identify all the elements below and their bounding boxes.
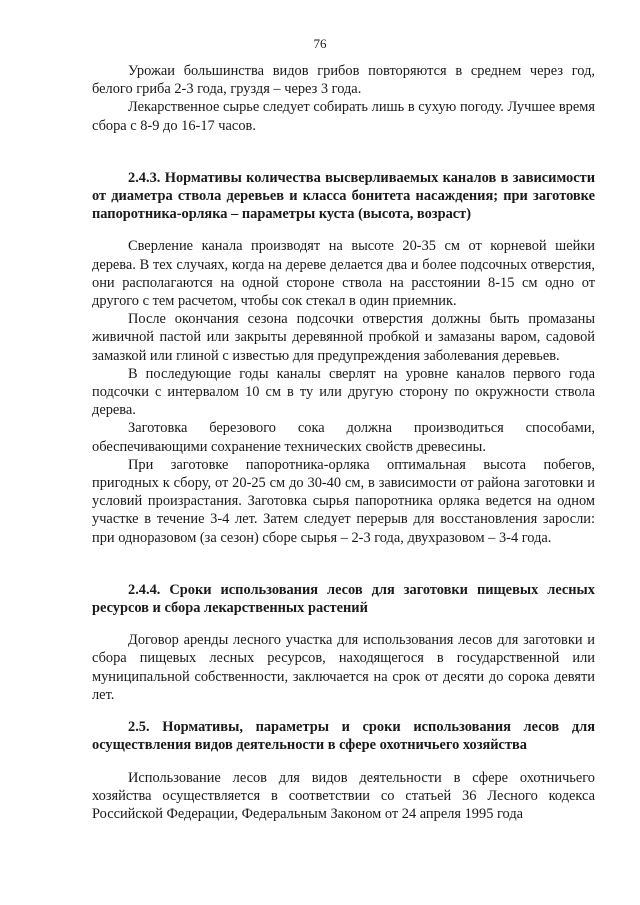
paragraph-medicinal-collection: Лекарственное сырье следует собирать лишь в сухую погоду. Лучшее время сбора с 8-9 до 16-17 часов.	[92, 99, 595, 134]
section-spacer	[92, 704, 595, 718]
section-spacer	[92, 617, 595, 631]
page-content	[92, 62, 595, 823]
section-spacer	[92, 755, 595, 769]
paragraph-mushroom-yields: Урожаи большинства видов грибов повторяются в среднем через год, белого гриба 2-3 года, груздя – через 3 года.	[92, 63, 595, 98]
paragraph-bracken-fern: При заготовке папоротника-орляка оптимальная высота побегов, пригодных к сбору, от 20-25 см до 30-40 см, в зависимости от района заготовки и условий произрастания. Заготовка сырья папоротника орляка ведется на одном участке в течение 3-4 лет. Затем следует перерыв для восстановления заросли: при одноразовом (за сезон) сборе сырья – 2-3 года, двухразовом – 3-4 года.	[92, 456, 595, 546]
paragraph-sealing-holes: После окончания сезона подсочки отверстия должны быть промазаны живичной пастой или закрыты деревянной пробкой и замазаны варом, садовой замазкой или глиной с известью для предупреждения заболевания деревьев.	[92, 311, 595, 364]
paragraph-drilling-channels: Сверление канала производят на высоте 20-35 см от корневой шейки дерева. В тех случаях, когда на дереве делается два и более подсочных отверстия, они располагаются на одной стороне ствола на расстоянии 8-15 см одно от другого с тем расчетом, чтобы сок стекал в один приемник.	[92, 238, 595, 310]
heading-section-2-4-3: 2.4.3. Нормативы количества высверливаемых каналов в зависимости от диаметра ствола деревьев и класса бонитета насаждения; при заготовке папоротника-орляка – параметры куста (высота, возраст)	[92, 169, 595, 223]
heading-section-2-5: 2.5. Нормативы, параметры и сроки использования лесов для осуществления видов деятельности в сфере охотничьего хозяйства	[92, 719, 595, 754]
paragraph-birch-sap: Заготовка березового сока должна производиться способами, обеспечивающими сохранение технических свойств древесины.	[92, 420, 595, 455]
page-number: 76	[313, 36, 327, 51]
section-spacer	[92, 223, 595, 237]
paragraph-following-years: В последующие годы каналы сверлят на уровне каналов первого года подсочки с интервалом 10 см в ту или другую сторону по окружности ствола дерева.	[92, 365, 595, 419]
section-spacer	[92, 135, 595, 169]
heading-section-2-4-4: 2.4.4. Сроки использования лесов для заготовки пищевых лесных ресурсов и сбора лекарственных растений	[92, 581, 595, 617]
section-spacer	[92, 547, 595, 581]
paragraph-hunting-use: Использование лесов для видов деятельности в сфере охотничьего хозяйства осуществляется в соответствии со статьей 36 Лесного кодекса Российской Федерации, Федеральным Законом от 24 апреля 1995 года	[92, 769, 595, 822]
paragraph-lease-agreement: Договор аренды лесного участка для использования лесов для заготовки и сбора пищевых лесных ресурсов, находящегося в государственной или муниципальной собственности, заключается на срок от десяти до сорока девяти лет.	[92, 632, 595, 703]
